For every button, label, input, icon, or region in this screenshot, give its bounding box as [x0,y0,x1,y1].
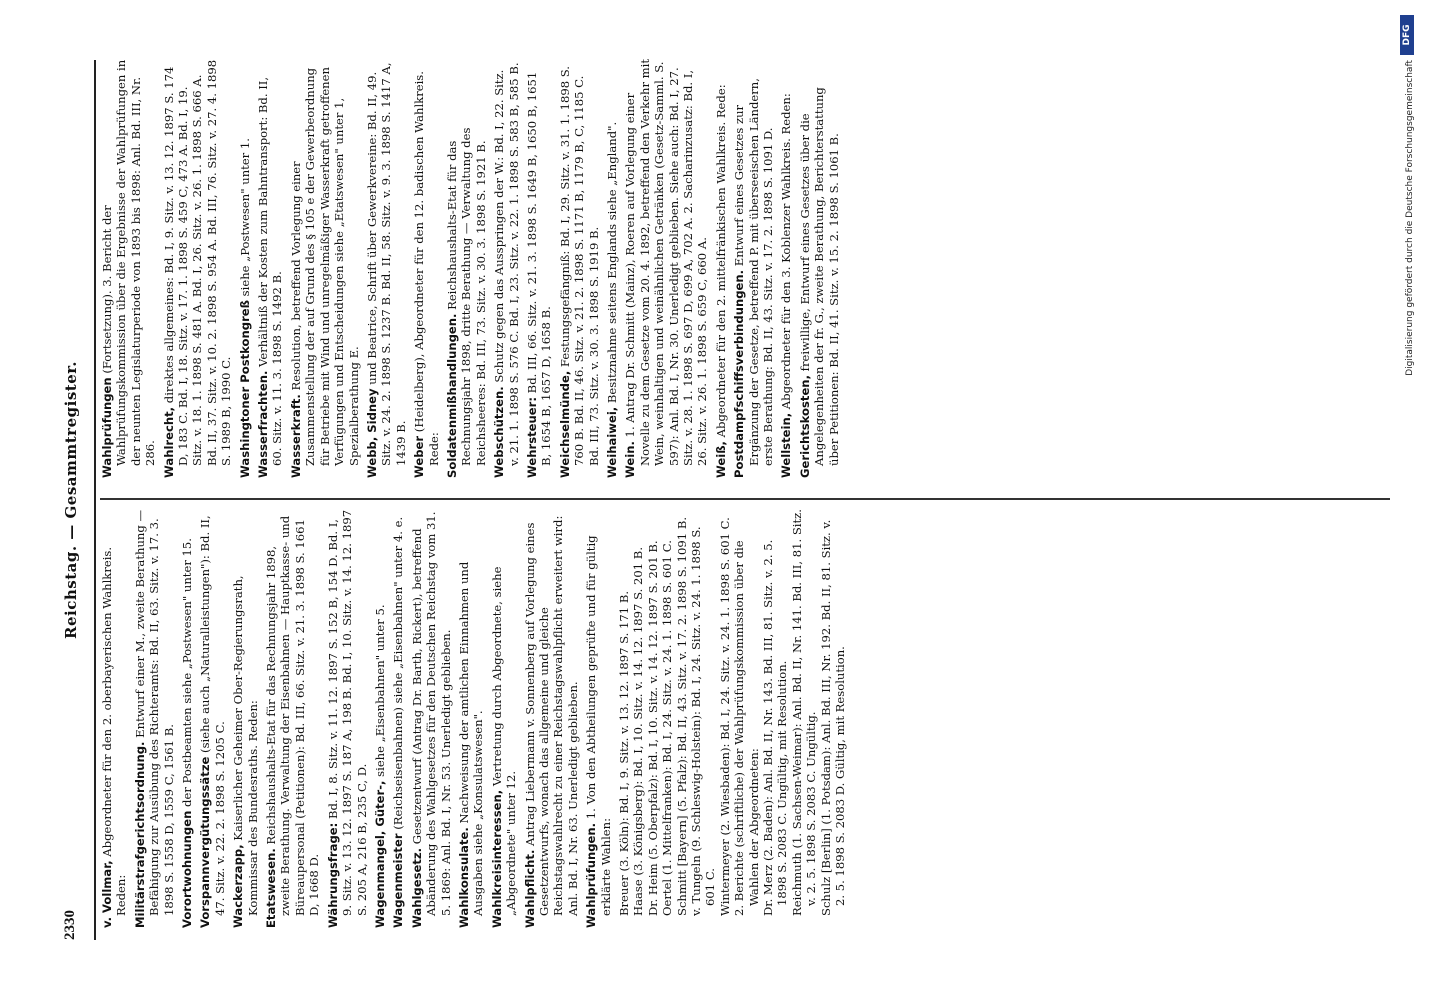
entry-text: Festungsgefängniß: Bd. I, 29. Sitz. v. 31. 1. 1898 S. 760 B. Bd. II, 46. Sitz. v. 21. 2. 1898 S. 1171 B, 1179 B, C, 1185 C. Bd. III, 73. Sitz. v. 30. 3. 1898 S. 1919 B. [557,66,601,466]
register-entry [623,58,709,478]
entry-text: Bd. III, 66. Sitz. v. 21. 3. 1898 S. 1649 B, 1650 B, 1651 B, 1654 B, 1657 D, 1658 B. [524,71,554,466]
entry-keyword: Wahlkonsulate. [456,827,471,928]
entry-keyword: Wahlprüfungen [100,377,114,478]
entry-text: Reichshaushalts-Etat für das Rechnungsjahr 1898, dritte Berathung — Verwaltung des Reichsheeres: Bd. III, 73. Sitz. v. 30. 3. 1898 S. 1921 B. [444,127,488,466]
register-entry [373,508,387,928]
register-entry [790,508,819,928]
entry-keyword: Wahlrecht, [161,406,176,478]
entry-text: Abgeordneter für den 3. Koblenzer Wahlkreis. Reden: [779,93,794,410]
entry-text: Wintermeyer (2. Wiesbaden): Bd. I, 24. Sitz. v. 24. 1. 1898 S. 601 C. [717,517,732,916]
right-column [100,58,845,478]
entry-keyword: Weihaiwei, [605,406,619,478]
register-entry [558,58,601,478]
register-entry [714,58,728,478]
entry-text: Breuer (3. Köln): Bd. I, 9. Sitz. v. 13. 12. 1897 S. 171 B. [617,590,631,916]
entry-keyword: Währungsfrage: [325,822,340,928]
register-entry [365,58,408,478]
entry-text: Nachweisung der amtlichen Einnahmen und Ausgaben siehe „Konsulatswesen". [456,561,486,916]
register-entry [718,508,732,928]
register-entry [162,58,234,478]
entry-keyword: Soldatenmißhandlungen. [444,313,459,478]
entry-text: Resolution, betreffend Vorlegung einer Zusammenstellung der auf Grund des § 105 e der Gewerbeordnung für Betriebe mit Wind und unregelmäßiger Wasserkraft getroffenen Verfügungen und Entscheidungen siehe „Etatswesen" unter 1, Spezialberathung E. [288,67,361,466]
register-entry [779,58,793,478]
entry-text: Antrag Liebermann v. Sonnenberg auf Vorlegung eines Gesetzentwurfs, wonach das allgemeine und gleiche Reichstagswahlrecht zu einer Reichstagswahlpflicht erweitert wird: Anl. Bd. I, Nr. 63. Unerledigt geblieben. [522,515,580,916]
register-entry [238,58,252,478]
entry-keyword: Vorspannvergütungssätze [198,756,213,928]
register-entry [617,508,631,928]
entry-text: 1. Antrag Dr. Schmitt (Mainz), Roeren auf Vorlegung einer Novelle zu dem Gesetze vom 20. 4. 1892, betreffend den Verkehr mit Wein, weinhaltigen und weinähnlichen Getränken (Gesetz-Samml. S. 597): Anl. Bd. I, Nr. 30. Unerledigt geblieben. Siehe auch: Bd. I, 27. Sitz. v. 28. 1. 1898 S. 697 D, 699 A, 702 A. 2. Sacharinzusatz: Bd. I, 26. Sitz. v. 26. 1. 1898 S. 659 C, 660 A. [623,58,710,466]
dfg-logo: DFG [1400,15,1414,55]
entry-keyword: Webb, Sidney [364,388,379,478]
left-column [100,508,848,928]
entry-keyword: Wahlkreisinteressen, [489,789,504,928]
entry-keyword: Etatswesen. [264,848,279,928]
entry-text: Abgeordneter für den 2. oberbayerischen Wahlkreis. Reden: [100,546,129,916]
entry-keyword: Weichselmünde, [557,370,572,478]
entry-text: und Beatrice, Schrift über Gewerkvereine: Bd. II, 49. Sitz. v. 24. 2. 1898 S. 1237 B. Bd. II, 58. Sitz. v. 9. 3. 1898 S. 1417 A, 1439 B. [364,62,408,466]
entry-text: Reichshaushalts-Etat für das Rechnungsjahr 1898, zweite Berathung. Verwaltung der Eisenbahnen — Hauptkasse- und Büreaupersonal (Petitionen): Bd. III, 66. Sitz. v. 21. 3. 1898 S. 1661 D, 1668 D. [264,515,322,916]
entry-keyword: Wahlgesetz. [409,847,424,928]
entry-text: Abgeordneter für den 2. mittelfränkischen Wahlkreis. Rede: [713,84,728,438]
register-entry [100,58,158,478]
entry-text: freiwillige, Entwurf eines Gesetzes über die Angelegenheiten der fr. G., zweite Berathung, Berichterstattung über Petitionen: Bd. II, 41. Sitz. v. 15. 2. 1898 S. 1061 B. [797,87,841,466]
entry-text: (Reichseisenbahnen) siehe „Eisenbahnen" unter 4. e. [391,516,406,830]
register-entry [100,508,129,928]
header-rule [94,60,96,940]
entry-text: Oertel (1. Mittelfranken): Bd. I, 24. Sitz. v. 24. 1. 1898 S. 601 C. [660,540,675,916]
register-entry [180,508,194,928]
entry-text: Schulz [Berlin] (1. Potsdam): Anl. Bd. III, Nr. 192. Bd. II, 81. Sitz. v. 2. 5. 1898 S. 2083 D. Gültig, mit Resolution. [818,519,848,916]
entry-text: siehe „Eisenbahnen" unter 5. [372,604,387,777]
entry-text: direktes allgemeines: Bd. I, 9. Sitz. v. 13. 12. 1897 S. 174 D, 183 C. Bd. I, 18. Sitz. v. 17. 1. 1898 S. 459 C, 473 A. Bd. I, 19. Sitz. v. 18. 1. 1898 S. 481 A. Bd. I, 26. Sitz. v. 26. 1. 1898 S. 666 A. Bd. II, 37. Sitz. v. 10. 2. 1898 S. 954 A. Bd. III, 76. Sitz. v. 27. 4. 1898 S. 1989 B, 1990 C. [161,59,234,466]
entry-keyword: v. Vollmar, [100,860,114,928]
entry-text: Schmitt [Bayern] (5. Pfalz): Bd. II, 43. Sitz. v. 17. 2. 1898 S. 1091 B. [674,516,689,916]
entry-text: Vertretung durch Abgeordnete, siehe „Abgeordnete" unter 12. [489,566,519,916]
entry-keyword: Postdampfschiffsverbindungen. [732,269,747,478]
register-entry [256,58,285,478]
register-entry [646,508,660,928]
entry-text: (Heidelberg), Abgeordneter für den 12. badischen Wahlkreis. Rede: [412,71,441,466]
register-entry [525,58,554,478]
entry-keyword: Militärstrafgerichtsordnung. [132,741,147,928]
register-entry [689,508,718,928]
entry-text: 1. Von den Abtheilungen geprüfte und für gültig erklärte Wahlen: [584,535,613,916]
entry-keyword: Weiß, [713,441,728,478]
entry-keyword: Wahlpflicht. [522,849,537,928]
entry-text: Schutz gegen das Ausspringen der W.: Bd. I, 22. Sitz. v. 21. 1. 1898 S. 576 C. Bd. I, 23. Sitz. v. 22. 1. 1898 S. 583 B, 585 B. [492,62,521,466]
register-entry [326,508,369,928]
register-entry [198,508,227,928]
entry-text: Verhältniß der Kosten zum Bahntransport: Bd. II, 60. Sitz. v. 11. 3. 1898 S. 1492 B. [256,76,285,466]
register-entry [133,508,176,928]
register-entry [412,58,441,478]
register-entry [391,508,405,928]
entry-keyword: Wehrsteuer: [524,397,539,478]
entry-text: 2. Berichte (schriftliche) der Wahlprüfungskommission über die Wahlen der Abgeordneten: [732,540,761,916]
entry-keyword: Wellstein, [779,412,794,478]
entry-keyword: Wein. [623,441,638,478]
entry-keyword: Gerichtskosten, [797,375,812,478]
register-entry [761,508,790,928]
register-entry [819,508,848,928]
entry-keyword: Wasserkraft. [288,394,303,478]
register-entry [445,58,488,478]
entry-keyword: Vorortwohnungen [180,810,195,928]
entry-text: Dr. Heim (5. Oberpfalz): Bd. I, 10. Sitz. v. 14. 12. 1897 S. 201 B. [645,540,660,916]
register-entry [264,508,322,928]
entry-keyword: Webschützen. [492,386,507,478]
register-entry [584,508,613,928]
entry-text: Entwurf eines Gesetzes zur Ergänzung der Gesetze, betreffend P. mit überseeischen Ländern, erste Berathung: Bd. II, 43. Sitz. v. 17. 2. 1898 S. 1091 D. [732,78,776,466]
register-entry [523,508,581,928]
entry-text: Bd. I, 8. Sitz. v. 11. 12. 1897 S. 152 B, 154 D. Bd. I, 9. Sitz. v. 13. 12. 1897 S. 187 A, 198 B. Bd. I, 10. Sitz. v. 14. 12. 1897 S. 205 A, 216 B, 235 C, D. [325,509,369,916]
register-entry [492,58,521,478]
register-entry [675,508,689,928]
entry-text: Entwurf einer M., zweite Berathung — Befähigung zur Ausübung des Richteramts: Bd. II, 63. Sitz. v. 17. 3. 1898 S. 1558 D, 1559 C, 1561 B. [132,509,176,916]
register-entry [798,58,841,478]
entry-text: Dr. Merz (2. Baden): Anl. Bd. II, Nr. 143. Bd. III, 81. Sitz. v. 2. 5. 1898 S. 2083 C. Ungültig, mit Resolution. [761,539,790,916]
page-header [62,60,86,940]
column-divider [100,498,1390,500]
entry-text: Haase (3. Königsberg): Bd. I, 10. Sitz. v. 14. 12. 1897 S. 201 B. [631,546,646,916]
entry-keyword: Washingtoner Postkongreß [237,300,252,478]
entry-text: Besitznahme seitens Englands siehe „England". [605,121,619,404]
digitization-credit: Digitalisierung gefördert durch die Deutsche Forschungsgemeinschaft [1405,60,1415,376]
entry-keyword: Weber [412,435,427,478]
register-entry [660,508,674,928]
entry-text: Kaiserlicher Geheimer Ober-Regierungsrath, Kommissar des Bundesraths. Reden: [231,575,260,916]
page-title: Reichstag. — Gesammtregister. [62,361,80,639]
entry-text: der Postbeamten siehe „Postwesen" unter 15. [180,538,195,807]
entry-keyword: Wagenmeister [391,833,406,928]
register-entry [231,508,260,928]
entry-keyword: Wahlprüfungen. [584,822,599,928]
page-number: 2330 [62,910,78,940]
register-entry [289,58,361,478]
entry-text: siehe „Postwesen" unter 1. [237,138,252,297]
register-entry [631,508,645,928]
register-entry [732,58,775,478]
register-entry [457,508,486,928]
register-entry [490,508,519,928]
entry-text: (siehe auch „Naturalleistungen"): Bd. II, 47. Sitz. v. 22. 2. 1898 S. 1205 C. [198,515,227,916]
register-entry [410,508,453,928]
entry-text: (Fortsetzung). 3. Bericht der Wahlprüfungskommission über die Ergebnisse der Wahlprüfungen in der neunten Legislaturperiode von 1893 bis 1898: Anl. Bd. III, Nr. 286. [100,59,158,466]
entry-text: Gesetzentwurf (Antrag Dr. Barth, Rickert), betreffend Abänderung des Wahlgesetzes für den Deutschen Reichstag vom 31. 5. 1869: Anl. Bd. I, Nr. 53. Unerledigt geblieben. [409,511,453,916]
entry-keyword: Wasserfrachten. [256,370,271,478]
entry-keyword: Wackerzapp, [231,844,246,928]
register-entry [732,508,761,928]
entry-text: v. Tungeln (9. Schleswig-Holstein): Bd. I, 24. Sitz. v. 24. 1. 1898 S. 601 C. [689,526,718,916]
entry-keyword: Wagenmangel, Güter-, [372,780,387,928]
register-entry [605,58,619,478]
entry-text: Reichmuth (1. Sachsen-Weimar): Anl. Bd. II, Nr. 141. Bd. III, 81. Sitz. v. 2. 5. 1898 S. 2083 C. Ungültig. [789,509,819,916]
